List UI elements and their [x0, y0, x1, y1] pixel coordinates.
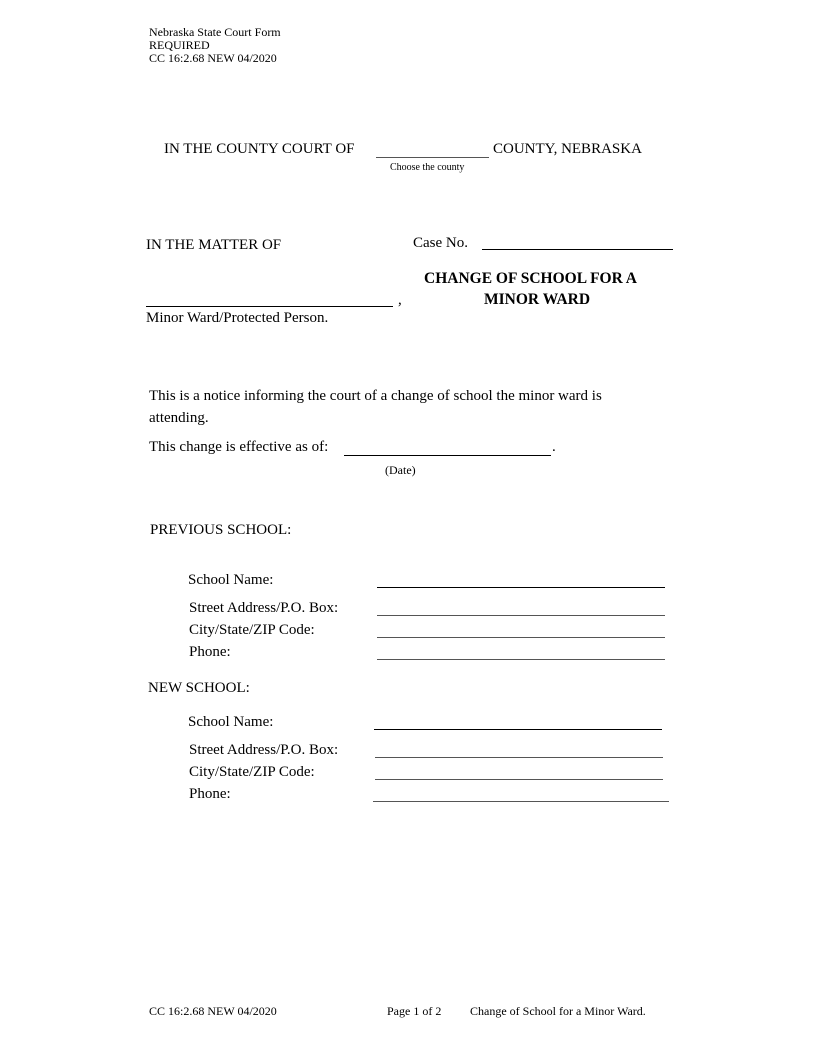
new-address-label: Street Address/P.O. Box: [189, 742, 339, 758]
prev-address-field[interactable] [377, 600, 665, 616]
footer-form-id: CC 16:2.68 NEW 04/2020 [149, 1004, 277, 1018]
form-header-line3: CC 16:2.68 NEW 04/2020 [149, 51, 277, 65]
previous-school-heading: PREVIOUS SCHOOL: [150, 522, 292, 538]
court-suffix: COUNTY, NEBRASKA [493, 141, 642, 157]
title-line2: MINOR WARD [484, 291, 591, 308]
effective-date-field[interactable] [344, 439, 551, 456]
new-address-field[interactable] [375, 742, 663, 758]
new-city-field[interactable] [375, 764, 663, 780]
new-school-name-label: School Name: [188, 714, 274, 730]
case-no-field[interactable] [482, 234, 673, 250]
date-hint: (Date) [385, 463, 416, 477]
new-phone-label: Phone: [189, 786, 231, 802]
new-school-heading: NEW SCHOOL: [148, 680, 250, 696]
notice-line1: This is a notice informing the court of a change of school the minor ward is [149, 388, 602, 404]
court-prefix: IN THE COUNTY COURT OF [164, 141, 355, 157]
prev-school-name-field[interactable] [377, 572, 665, 588]
ward-comma: , [398, 292, 402, 308]
ward-label: Minor Ward/Protected Person. [146, 310, 329, 326]
prev-phone-field[interactable] [377, 644, 665, 660]
form-header-line1: Nebraska State Court Form [149, 25, 281, 39]
prev-city-label: City/State/ZIP Code: [189, 622, 315, 638]
form-header-line2: REQUIRED [149, 38, 210, 52]
prev-phone-label: Phone: [189, 644, 231, 660]
notice-line2: attending. [149, 410, 209, 426]
prev-address-label: Street Address/P.O. Box: [189, 600, 339, 616]
prev-city-field[interactable] [377, 622, 665, 638]
county-hint: Choose the county [390, 162, 465, 173]
effective-label: This change is effective as of: [149, 439, 329, 455]
prev-school-name-label: School Name: [188, 572, 274, 588]
footer-page-number: Page 1 of 2 [387, 1004, 442, 1018]
title-line1: CHANGE OF SCHOOL FOR A [424, 270, 638, 287]
new-school-name-field[interactable] [374, 714, 662, 730]
county-field[interactable] [376, 141, 489, 158]
footer-title: Change of School for a Minor Ward. [470, 1004, 646, 1018]
matter-label: IN THE MATTER OF [146, 237, 282, 253]
case-no-label: Case No. [413, 235, 468, 251]
new-city-label: City/State/ZIP Code: [189, 764, 315, 780]
effective-period: . [552, 439, 556, 455]
ward-name-field[interactable] [146, 290, 393, 307]
new-phone-field[interactable] [373, 786, 669, 802]
